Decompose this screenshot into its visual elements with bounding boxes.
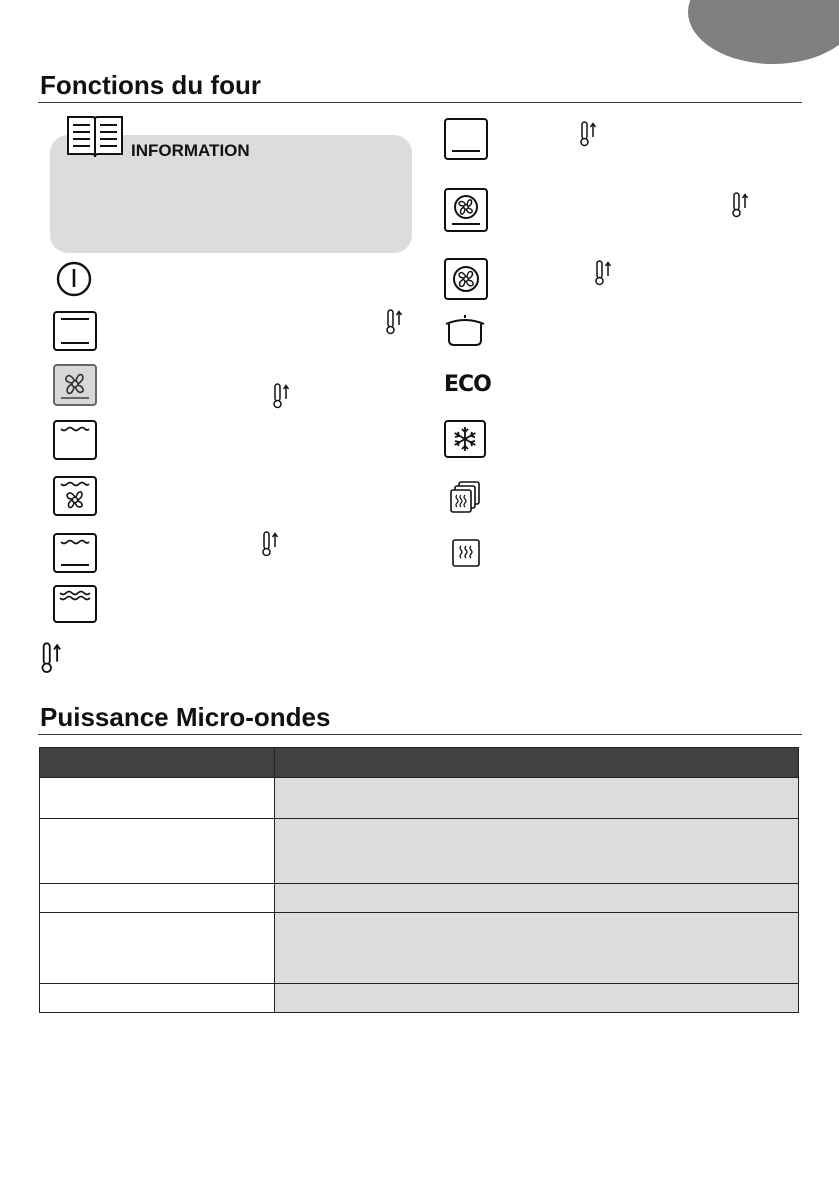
title-rule (38, 102, 802, 103)
title-rule (38, 734, 802, 735)
information-label: INFORMATION (131, 141, 250, 160)
table-row (40, 913, 799, 984)
power-description-cell (275, 913, 799, 984)
top-bottom-heat-icon (53, 311, 97, 351)
thermometer-icon (40, 642, 62, 674)
power-level-cell (40, 778, 275, 819)
section-title-oven-functions: Fonctions du four (40, 70, 261, 100)
page-corner-tab (688, 0, 839, 64)
power-description-cell (275, 778, 799, 819)
full-grill-icon (53, 585, 97, 623)
table-row (40, 884, 799, 913)
bottom-heat-icon (444, 118, 488, 160)
grill-icon (53, 420, 97, 460)
power-description-cell (275, 984, 799, 1013)
fan-grill-icon (53, 476, 97, 516)
table-header-cell (40, 748, 275, 778)
section-title-microwave-power: Puissance Micro-ondes (40, 702, 331, 732)
hot-air-icon (444, 258, 488, 300)
power-description-cell (275, 884, 799, 913)
thermometer-icon (731, 192, 749, 218)
on-off-icon (56, 261, 92, 297)
power-level-cell (40, 913, 275, 984)
table-row (40, 984, 799, 1013)
microwave-power-table (39, 747, 799, 1013)
grill-bottom-heat-icon (53, 533, 97, 573)
table-header-row (40, 748, 799, 778)
table-header-cell (275, 748, 799, 778)
fan-bottom-heat-icon (444, 188, 488, 232)
fan-heat-icon (53, 364, 97, 406)
thermometer-icon (594, 260, 612, 286)
slow-cook-pot-icon (444, 313, 486, 347)
defrost-icon (444, 420, 486, 458)
thermometer-icon (385, 309, 403, 335)
power-level-cell (40, 984, 275, 1013)
book-icon (66, 113, 124, 159)
thermometer-icon (261, 531, 279, 557)
power-description-cell (275, 819, 799, 884)
thermometer-icon (579, 121, 597, 147)
power-level-cell (40, 819, 275, 884)
table-row (40, 778, 799, 819)
microwave-icon (451, 538, 481, 568)
table-row (40, 819, 799, 884)
thermometer-icon (272, 383, 290, 409)
power-level-cell (40, 884, 275, 913)
microwave-combi-icon (449, 480, 483, 514)
eco-icon: ECO (444, 372, 491, 397)
